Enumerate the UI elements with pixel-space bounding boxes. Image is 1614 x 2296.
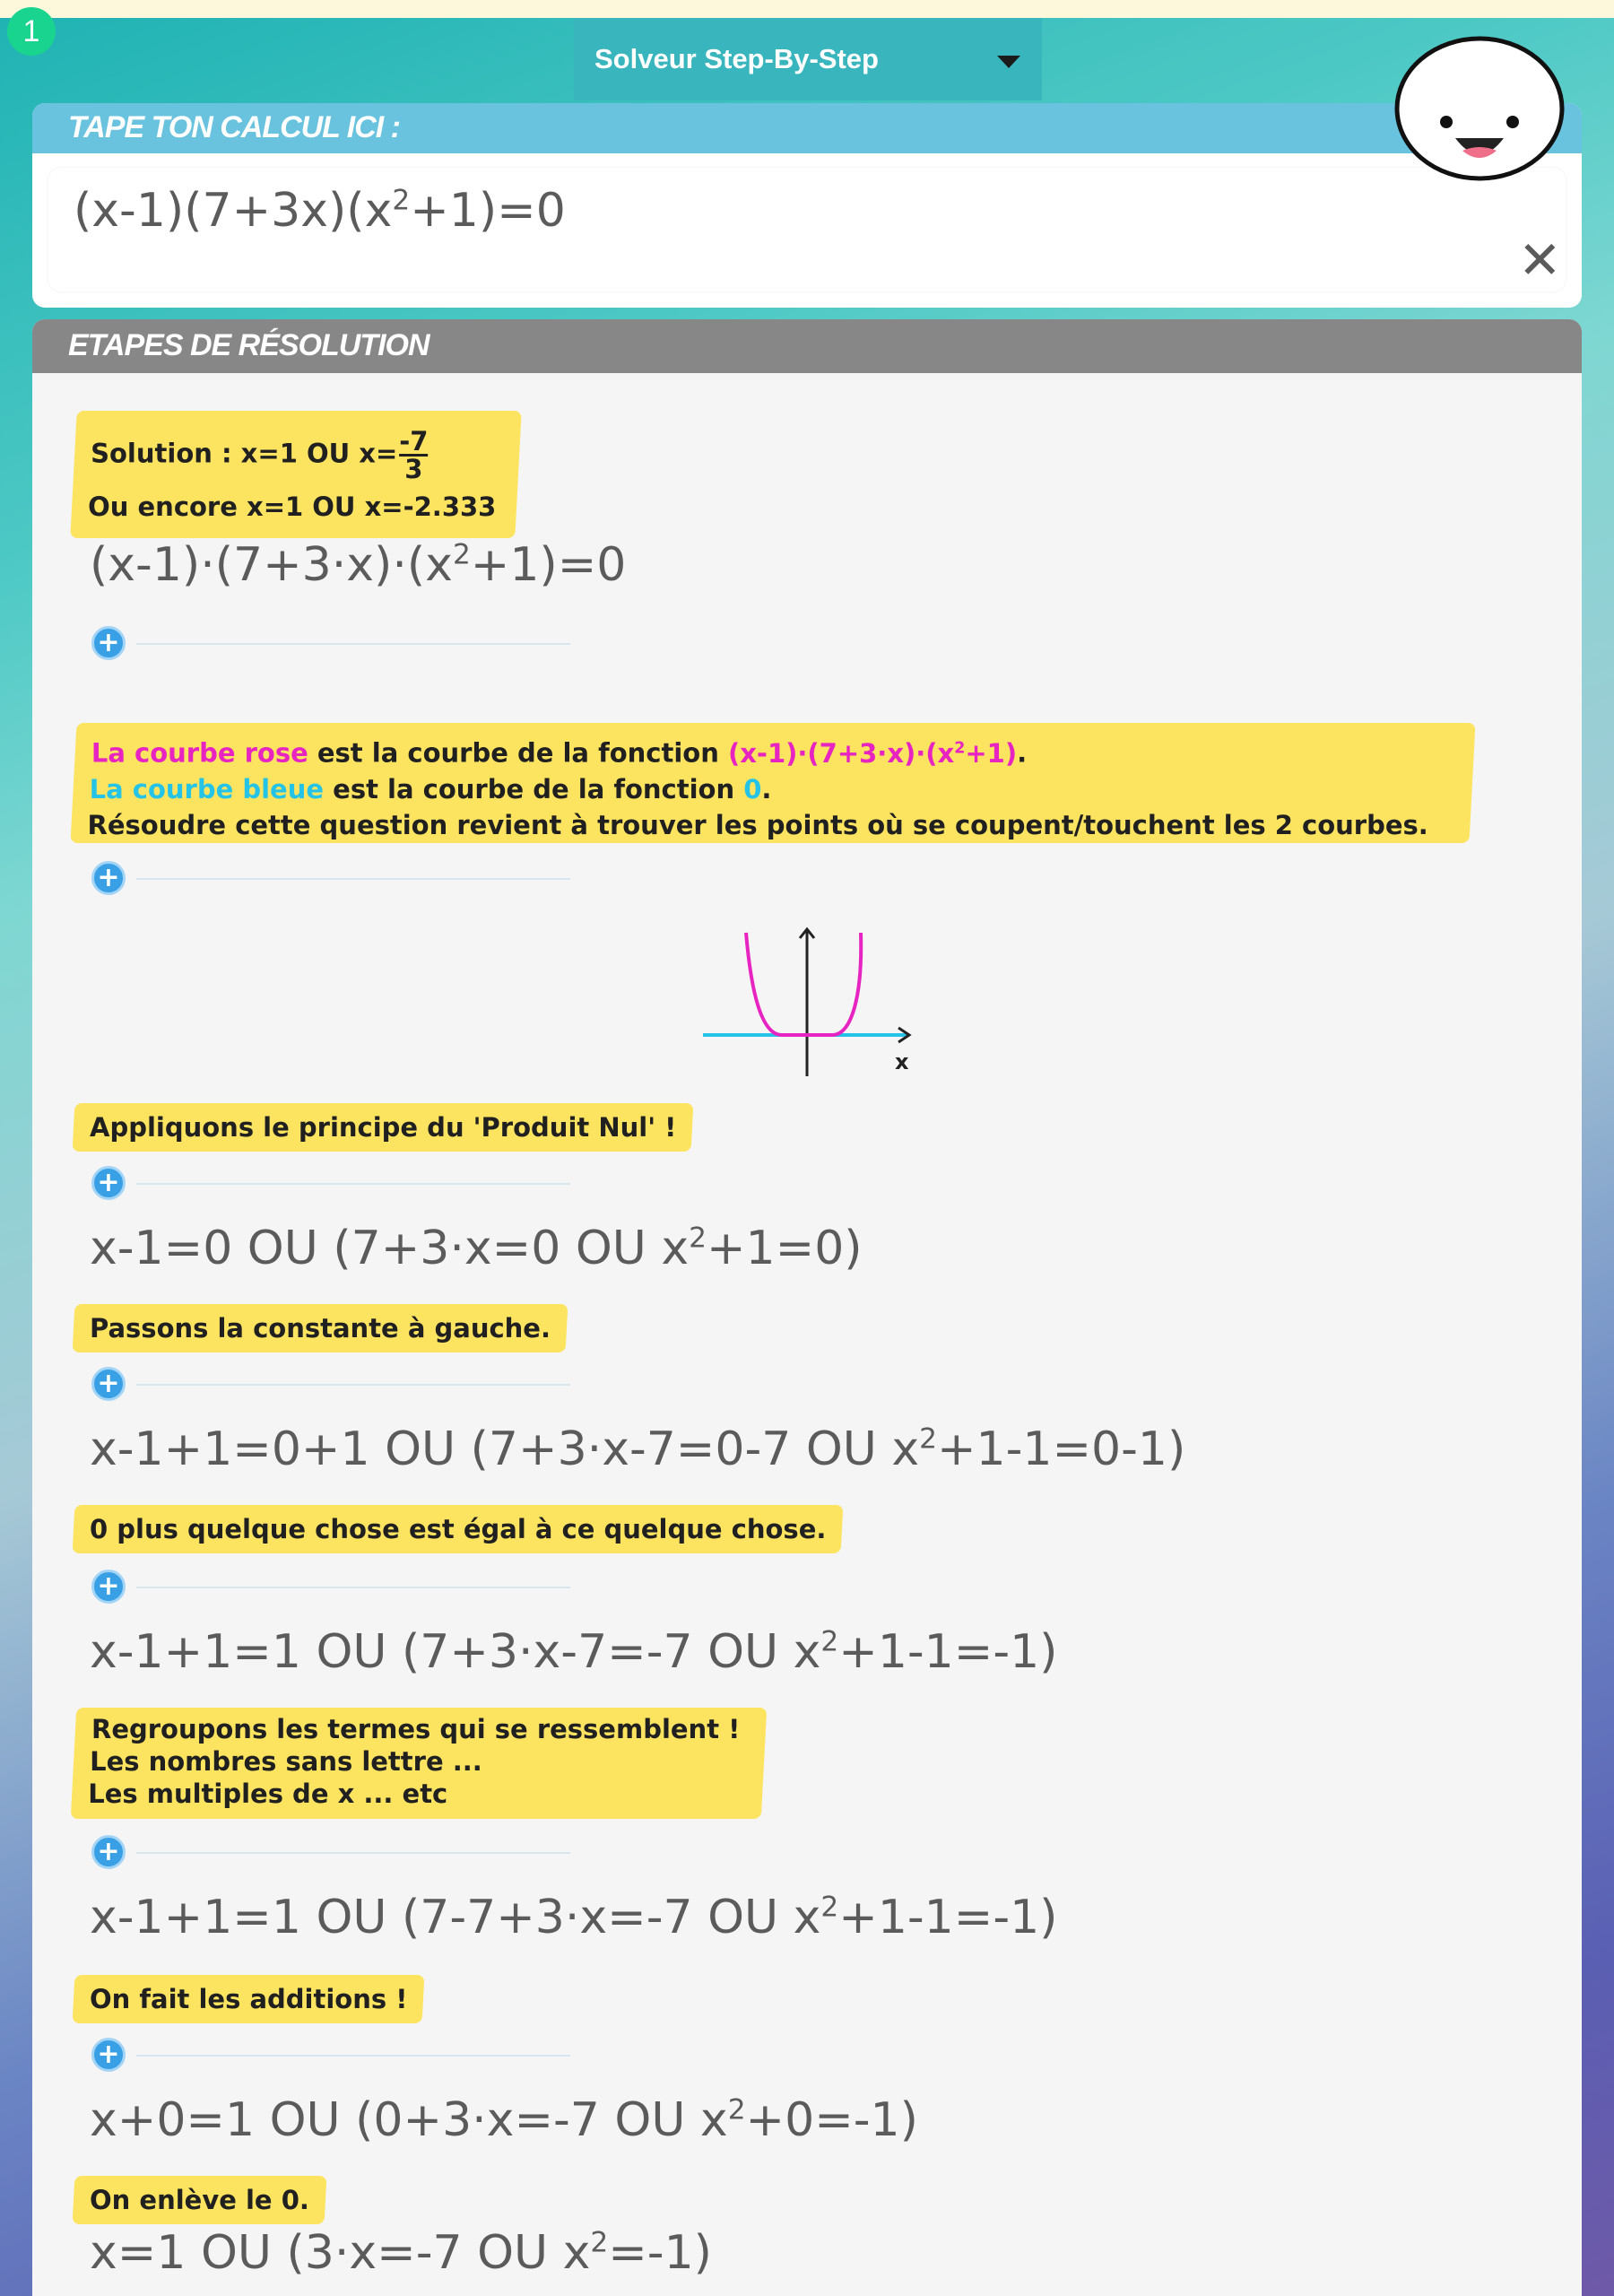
function-graph (699, 924, 915, 1085)
plus-icon[interactable]: + (91, 2038, 126, 2072)
solution-line: Solution : x=1 OU x= $\frac{-7}{3}$ (91, 426, 429, 484)
note-produit-nul: Appliquons le principe du 'Produit Nul' ! (73, 1103, 694, 1152)
solver-select[interactable] (574, 18, 1042, 100)
equation-step-1: x-1=0 OU (7+3·x=0 OU $x^2+1=0$) (90, 1222, 863, 1275)
equation-step-4: x-1+1=1 OU (7-7+3·x=-7 OU $x^2+1-1=-1$) (90, 1891, 1058, 1944)
input-header: TAPE TON CALCUL ICI : (32, 103, 1582, 153)
plus-icon[interactable]: + (91, 1166, 126, 1200)
note-enleve-zero: On enlève le 0. (73, 2176, 327, 2224)
plus-icon[interactable]: + (91, 1570, 126, 1604)
note-constante: Passons la constante à gauche. (73, 1304, 568, 1352)
plus-icon[interactable]: + (91, 626, 126, 660)
equation-step-2: x-1+1=0+1 OU (7+3·x-7=0-7 OU $x^2+1-1=0-1$) (90, 1422, 1186, 1476)
note-regroupons: Regroupons les termes qui se ressemblent ! Les nombres sans lettre ... Les multiples de x ... etc (71, 1708, 767, 1819)
equation-step-6: x=1 OU (3·x=-7 OU $x^2=-1$) (90, 2226, 712, 2280)
graph-note-line1: La courbe rose est la courbe de la fonction $(x-1)\cdot(7+3\cdot x)\cdot(x^2+1)$. (91, 737, 1028, 769)
expand-step-0[interactable] (91, 626, 576, 662)
expand-step-1[interactable] (91, 1166, 576, 1202)
solver-select-label: Solveur Step-By-Step (594, 43, 879, 74)
expand-graph[interactable] (91, 861, 576, 897)
expand-step-2[interactable] (91, 1367, 576, 1403)
clear-icon[interactable]: ✕ (1518, 230, 1562, 291)
chevron-down-icon (997, 56, 1020, 68)
equation-step-0: $(x-1)\cdot(7+3\cdot x)\cdot(x^2+1)=0$ (90, 538, 627, 592)
steps-header: ETAPES DE RÉSOLUTION (32, 319, 1582, 373)
note-additions: On fait les additions ! (73, 1975, 425, 2023)
notification-badge: 1 (7, 7, 56, 56)
solution-alt: Ou encore x=1 OU x=-2.333 (88, 491, 497, 522)
note-zero-plus: 0 plus quelque chose est égal à ce quelque chose. (73, 1505, 844, 1553)
solution-note (70, 411, 521, 538)
expand-step-4[interactable] (91, 1835, 576, 1871)
equation-step-3: x-1+1=1 OU (7+3·x-7=-7 OU $x^2+1-1=-1$) (90, 1625, 1058, 1679)
plus-icon[interactable]: + (91, 1367, 126, 1401)
expand-step-3[interactable] (91, 1570, 576, 1605)
solution-fraction: $\frac{-7}{3}$ (399, 426, 429, 484)
pink-curve (746, 933, 861, 1035)
x-axis-label: x (895, 1049, 909, 1074)
graph-note-line3: Résoudre cette question revient à trouver les points où se coupent/touchent les 2 courbes. (87, 809, 1428, 840)
equation-step-5: x+0=1 OU (0+3·x=-7 OU $x^2+0=-1$) (90, 2093, 918, 2147)
calc-input-value[interactable]: $(x-1)(7+3x)(x^2+1)=0$ (74, 184, 566, 238)
graph-note (70, 723, 1475, 843)
expand-step-5[interactable] (91, 2038, 576, 2074)
mascot-face-icon (1393, 34, 1566, 183)
graph-note-line2: La courbe bleue est la courbe de la fonction 0. (89, 773, 772, 804)
plus-icon[interactable]: + (91, 861, 126, 895)
plus-icon[interactable]: + (91, 1835, 126, 1869)
top-strip (0, 0, 1614, 18)
